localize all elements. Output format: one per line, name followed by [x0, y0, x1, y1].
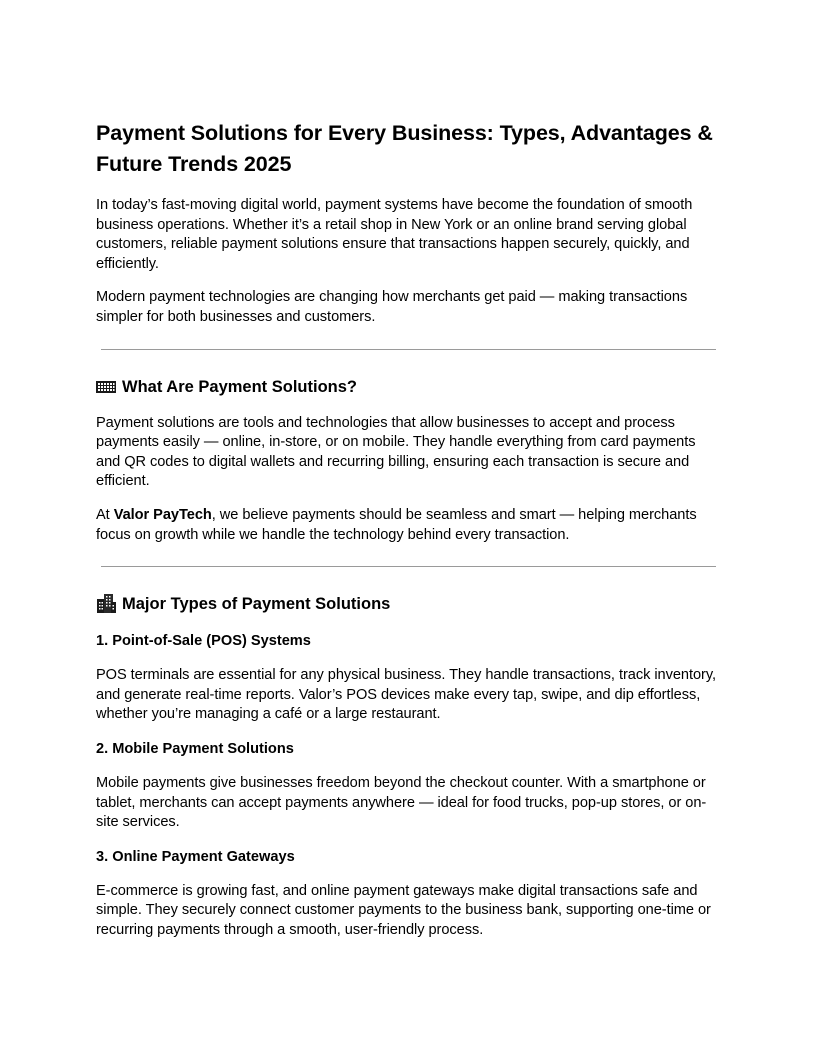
section-divider-1 — [101, 349, 716, 350]
type-1-title: 1. Point-of-Sale (POS) Systems — [96, 633, 311, 650]
intro-paragraph-1: In today’s fast-moving digital world, payment systems have become the foundation of smooth business operations. Whether it’s a retail shop in New York or an online brand serving global customers, reliable payment solutions ensure that transactions happen securely, quickly, and efficiently. — [96, 197, 693, 272]
section1-p2-suffix: , we believe payments should be seamless and smart — helping merchants focus on growth while we handle the technology behind every transaction. — [96, 506, 697, 543]
type-3-title: 3. Online Payment Gateways — [96, 848, 295, 865]
section1-p2-prefix: At — [96, 506, 114, 523]
type-2-body: Mobile payments give businesses freedom beyond the checkout counter. With a smartphone or tablet, merchants can accept payments anywhere — ideal for food trucks, pop-up stores, or on-site services. — [96, 774, 707, 831]
section-divider-2 — [101, 566, 716, 567]
type-3-body: E-commerce is growing fast, and online payment gateways make digital transactions safe and simple. They securely connect customer payments to the business bank, supporting one-time or recurring payments through a smooth, user-friendly process. — [96, 882, 711, 938]
type-1-body: POS terminals are essential for any physical business. They handle transactions, track inventory, and generate real-time reports. Valor’s POS devices make every tap, swipe, and dip effortless, whether you’re managing a café or a large restaurant. — [96, 667, 717, 723]
card-grid-icon — [96, 379, 116, 395]
section1-paragraph-2 — [96, 506, 720, 545]
brand-name: Valor PayTech — [113, 506, 212, 523]
section-heading-label: What Are Payment Solutions? — [122, 377, 357, 396]
section-heading-major-types — [96, 593, 720, 615]
intro-paragraph-2: Modern payment technologies are changing how merchants get paid — making transactions simpler for both businesses and customers. — [96, 289, 688, 325]
section-heading-what-are — [96, 376, 720, 398]
type-2-title: 2. Mobile Payment Solutions — [96, 740, 294, 757]
buildings-icon — [96, 596, 116, 612]
document-page — [96, 118, 720, 954]
page-title: Payment Solutions for Every Business: Types, Advantages & Future Trends 2025 — [96, 121, 713, 176]
section-heading-label: Major Types of Payment Solutions — [122, 595, 391, 614]
section1-paragraph-1: Payment solutions are tools and technologies that allow businesses to accept and process payments easily — online, in-store, or on mobile. They handle everything from card payments and QR codes to digital wallets and recurring billing, ensuring each transaction is secure and efficient. — [96, 414, 696, 490]
